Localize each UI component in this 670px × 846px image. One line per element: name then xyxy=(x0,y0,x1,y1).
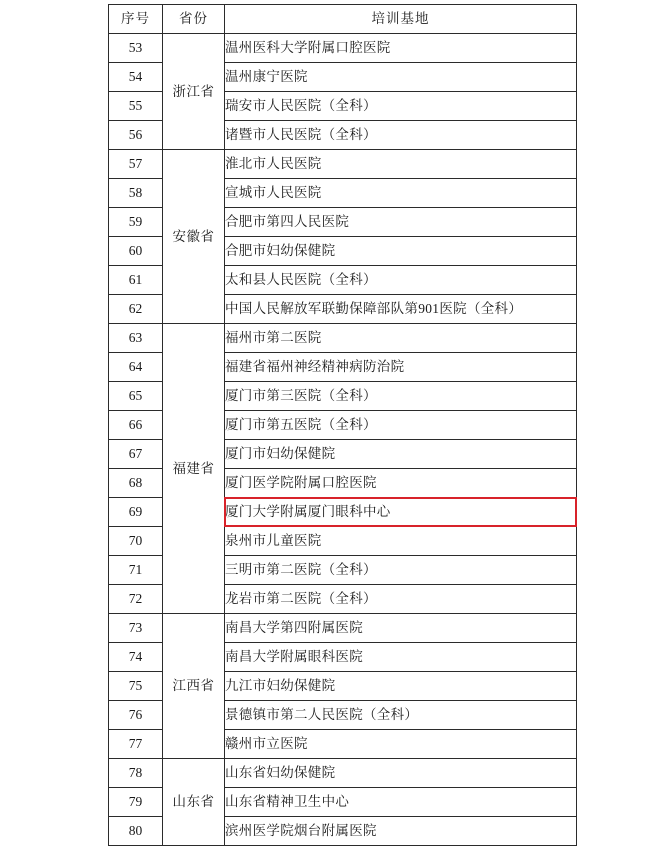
cell-base: 厦门市第五医院（全科） xyxy=(225,411,577,440)
cell-base: 福建省福州神经精神病防治院 xyxy=(225,353,577,382)
cell-base: 合肥市第四人民医院 xyxy=(225,208,577,237)
cell-base: 淮北市人民医院 xyxy=(225,150,577,179)
table-row xyxy=(109,759,577,788)
cell-no: 72 xyxy=(109,585,163,614)
table-row xyxy=(109,324,577,353)
cell-base: 诸暨市人民医院（全科） xyxy=(225,121,577,150)
cell-no: 78 xyxy=(109,759,163,788)
cell-base: 宣城市人民医院 xyxy=(225,179,577,208)
cell-base: 合肥市妇幼保健院 xyxy=(225,237,577,266)
cell-base: 三明市第二医院（全科） xyxy=(225,556,577,585)
cell-no: 57 xyxy=(109,150,163,179)
cell-no: 55 xyxy=(109,92,163,121)
cell-no: 70 xyxy=(109,527,163,556)
cell-province: 江西省 xyxy=(163,614,225,759)
cell-no: 63 xyxy=(109,324,163,353)
cell-province: 浙江省 xyxy=(163,34,225,150)
cell-no: 80 xyxy=(109,817,163,846)
cell-no: 56 xyxy=(109,121,163,150)
cell-base: 山东省精神卫生中心 xyxy=(225,788,577,817)
cell-no: 67 xyxy=(109,440,163,469)
cell-no: 71 xyxy=(109,556,163,585)
table-row xyxy=(109,34,577,63)
table-body xyxy=(109,34,577,846)
cell-base: 滨州医学院烟台附属医院 xyxy=(225,817,577,846)
cell-base-highlighted: 厦门大学附属厦门眼科中心 xyxy=(225,498,577,527)
cell-base: 龙岩市第二医院（全科） xyxy=(225,585,577,614)
cell-base: 南昌大学附属眼科医院 xyxy=(225,643,577,672)
cell-no: 74 xyxy=(109,643,163,672)
table-header xyxy=(109,5,577,34)
cell-base: 泉州市儿童医院 xyxy=(225,527,577,556)
cell-no: 54 xyxy=(109,63,163,92)
table-row xyxy=(109,150,577,179)
column-header-province: 省份 xyxy=(163,5,225,34)
cell-no: 75 xyxy=(109,672,163,701)
cell-base: 瑞安市人民医院（全科） xyxy=(225,92,577,121)
cell-base: 厦门医学院附属口腔医院 xyxy=(225,469,577,498)
training-base-table xyxy=(108,4,577,846)
cell-province: 安徽省 xyxy=(163,150,225,324)
cell-base: 九江市妇幼保健院 xyxy=(225,672,577,701)
cell-no: 64 xyxy=(109,353,163,382)
cell-no: 65 xyxy=(109,382,163,411)
cell-no: 79 xyxy=(109,788,163,817)
cell-base: 厦门市第三医院（全科） xyxy=(225,382,577,411)
cell-no: 76 xyxy=(109,701,163,730)
cell-no: 62 xyxy=(109,295,163,324)
cell-province: 山东省 xyxy=(163,759,225,846)
cell-no: 68 xyxy=(109,469,163,498)
cell-base: 福州市第二医院 xyxy=(225,324,577,353)
cell-no: 61 xyxy=(109,266,163,295)
cell-no: 73 xyxy=(109,614,163,643)
document-page xyxy=(0,4,670,839)
cell-no: 59 xyxy=(109,208,163,237)
table-row xyxy=(109,614,577,643)
cell-base: 厦门市妇幼保健院 xyxy=(225,440,577,469)
cell-no: 60 xyxy=(109,237,163,266)
column-header-no: 序号 xyxy=(109,5,163,34)
cell-base: 太和县人民医院（全科） xyxy=(225,266,577,295)
cell-no: 58 xyxy=(109,179,163,208)
cell-no: 69 xyxy=(109,498,163,527)
column-header-base: 培训基地 xyxy=(225,5,577,34)
cell-base: 温州康宁医院 xyxy=(225,63,577,92)
cell-base: 景德镇市第二人民医院（全科） xyxy=(225,701,577,730)
cell-base: 中国人民解放军联勤保障部队第901医院（全科） xyxy=(225,295,577,324)
table-header-row xyxy=(109,5,577,34)
cell-no: 77 xyxy=(109,730,163,759)
cell-base: 山东省妇幼保健院 xyxy=(225,759,577,788)
cell-province: 福建省 xyxy=(163,324,225,614)
cell-base: 温州医科大学附属口腔医院 xyxy=(225,34,577,63)
cell-base: 南昌大学第四附属医院 xyxy=(225,614,577,643)
cell-no: 53 xyxy=(109,34,163,63)
cell-no: 66 xyxy=(109,411,163,440)
cell-base: 赣州市立医院 xyxy=(225,730,577,759)
